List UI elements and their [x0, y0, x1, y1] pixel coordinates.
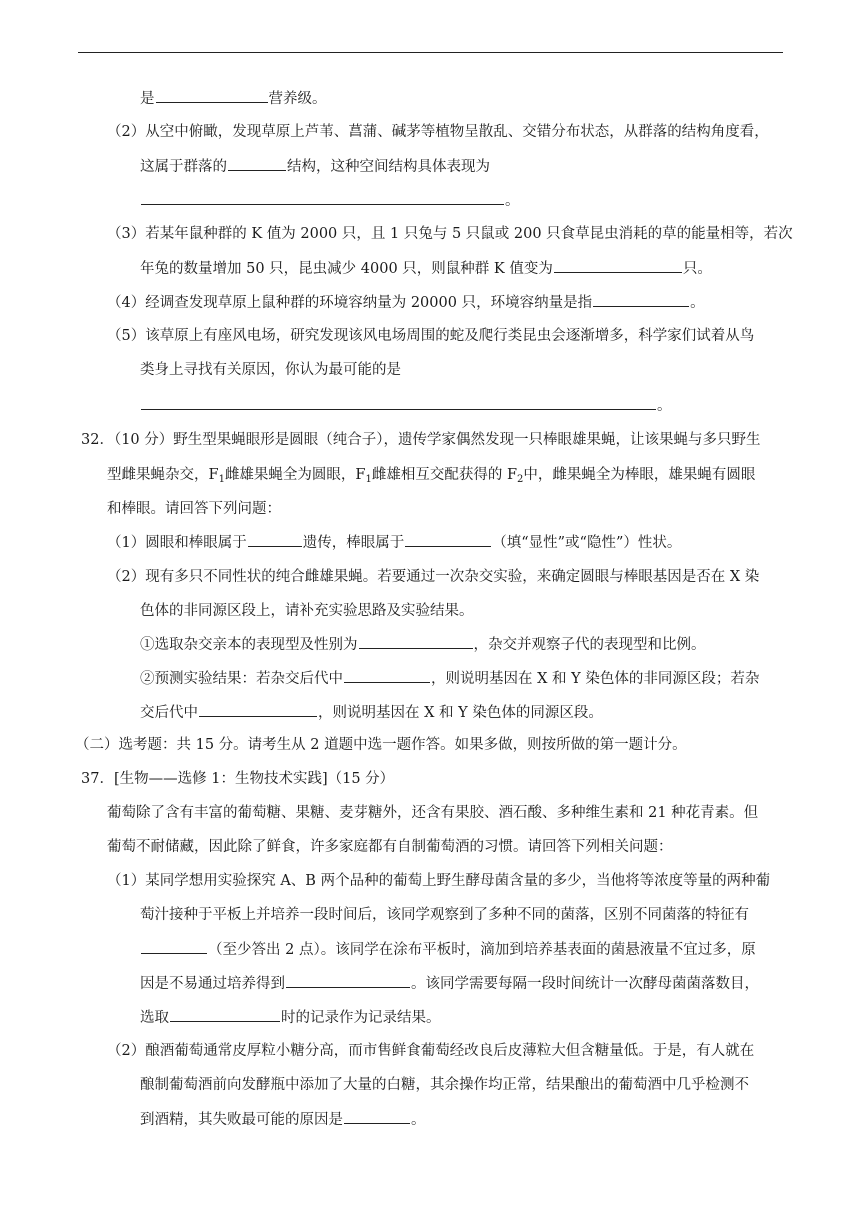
answer-blank[interactable] — [344, 1109, 410, 1124]
answer-blank[interactable] — [554, 258, 682, 273]
answer-blank[interactable] — [141, 395, 656, 410]
q37-part1-line3: （至少答出 2 点）。该同学在涂布平板时，滴加到培养基表面的菌悬液量不宜过多，原 — [140, 939, 756, 960]
q31-part3: （3）若某年鼠种群的 K 值为 2000 只，且 1 只兔与 5 只鼠或 200 只食草昆虫消耗的草的能量相等，若次 — [107, 226, 793, 242]
answer-blank[interactable] — [141, 939, 207, 954]
q32-stem-line2: 型雌果蝇杂交，$F_1$雌雄果蝇全为圆眼，$F_1$雌雄相互交配获得的 $F_2$中，雌果蝇全为棒眼，雄果蝇有圆眼 — [107, 467, 756, 485]
q32-part2-line2: 色体的非同源区段上，请补充实验思路及实验结果。 — [140, 603, 474, 619]
q31-line: 是 营养级。 — [140, 88, 327, 109]
q37-title: 37．[生物——选修 1：生物技术实践]（15 分） — [81, 771, 395, 787]
section-heading: （二）选考题：共 15 分。请考生从 2 道题中选一题作答。如果多做，则按所做的第一题计分。 — [75, 737, 687, 753]
q31-part4: （4）经调查发现草原上鼠种群的环境容纳量为 20000 只，环境容纳量是指 。 — [107, 292, 705, 313]
q31-part5: （5）该草原上有座风电场，研究发现该风电场周围的蛇及爬行类昆虫会逐渐增多，科学家们试着从鸟 — [107, 328, 755, 344]
answer-blank[interactable] — [156, 88, 268, 103]
q32-part2: （2）现有多只不同性状的纯合雌雄果蝇。若要通过一次杂交实验，来确定圆眼与棒眼基因是否在 X 染 — [107, 569, 760, 585]
q32-step2-line2: 交后代中 ，则说明基因在 X 和 Y 染色体的同源区段。 — [140, 702, 603, 723]
q32-stem-line3: 和棒眼。请回答下列问题： — [107, 501, 281, 517]
q37-part1-line2: 萄汁接种于平板上并培养一段时间后，该同学观察到了多种不同的菌落，区别不同菌落的特征有 — [140, 907, 749, 923]
q37-intro: 葡萄除了含有丰富的葡萄糖、果糖、麦芽糖外，还含有果胶、酒石酸、多种维生素和 21 种花青素。但 — [107, 805, 759, 821]
q37-part2-line2: 酿制葡萄酒前向发酵瓶中添加了大量的白糖，其余操作均正常，结果酿出的葡萄酒中几乎检测不 — [140, 1077, 749, 1093]
q31-part2-line3: 。 — [140, 190, 520, 211]
answer-blank[interactable] — [228, 156, 286, 171]
answer-blank[interactable] — [593, 292, 689, 307]
q31-part5-line3: 。 — [140, 395, 672, 416]
q37-part1-line4: 因是不易通过培养得到 。该同学需要每隔一段时间统计一次酵母菌菌落数目， — [140, 973, 759, 994]
q32-step1: ①选取杂交亲本的表现型及性别为 ，杂交并观察子代的表现型和比例。 — [140, 634, 706, 655]
q31-part2-line2: 这属于群落的 结构，这种空间结构具体表现为 — [140, 156, 490, 177]
q37-part1-line5: 选取 时的记录作为记录结果。 — [140, 1007, 441, 1028]
q32-step2: ②预测实验结果：若杂交后代中 ，则说明基因在 X 和 Y 染色体的非同源区段；若杂 — [140, 668, 759, 689]
q37-part1: （1）某同学想用实验探究 A、B 两个品种的葡萄上野生酵母菌含量的多少，当他将等浓度等量的两种葡 — [107, 873, 771, 889]
answer-blank[interactable] — [359, 634, 473, 649]
answer-blank[interactable] — [170, 1007, 280, 1022]
answer-blank[interactable] — [141, 190, 504, 205]
q31-part2: （2）从空中俯瞰，发现草原上芦苇、菖蒲、碱茅等植物呈散乱、交错分布状态，从群落的结构角度看， — [107, 124, 769, 140]
answer-blank[interactable] — [405, 532, 491, 547]
answer-blank[interactable] — [344, 668, 430, 683]
answer-blank[interactable] — [199, 702, 317, 717]
q37-part2: （2）酿酒葡萄通常皮厚粒小糖分高，而市售鲜食葡萄经改良后皮薄粒大但含糖量低。于是，有人就在 — [107, 1043, 755, 1059]
q31-part5-line2: 类身上寻找有关原因，你认为最可能的是 — [140, 362, 401, 378]
answer-blank[interactable] — [286, 973, 410, 988]
q32-stem: 32．（10 分）野生型果蝇眼形是圆眼（纯合子），遗传学家偶然发现一只棒眼雄果蝇，让该果蝇与多只野生 — [81, 432, 761, 448]
q32-part1: （1）圆眼和棒眼属于 遗传，棒眼属于 （填“显性”或“隐性”）性状。 — [107, 532, 681, 553]
answer-blank[interactable] — [248, 532, 302, 547]
q37-intro-line2: 葡萄不耐储藏，因此除了鲜食，许多家庭都有自制葡萄酒的习惯。请回答下列相关问题： — [107, 839, 673, 855]
q37-part2-line3: 到酒精，其失败最可能的原因是 。 — [140, 1109, 426, 1130]
header-rule — [78, 52, 783, 53]
q31-part3-line2: 年兔的数量增加 50 只，昆虫减少 4000 只，则鼠种群 K 值变为 只。 — [140, 258, 712, 279]
